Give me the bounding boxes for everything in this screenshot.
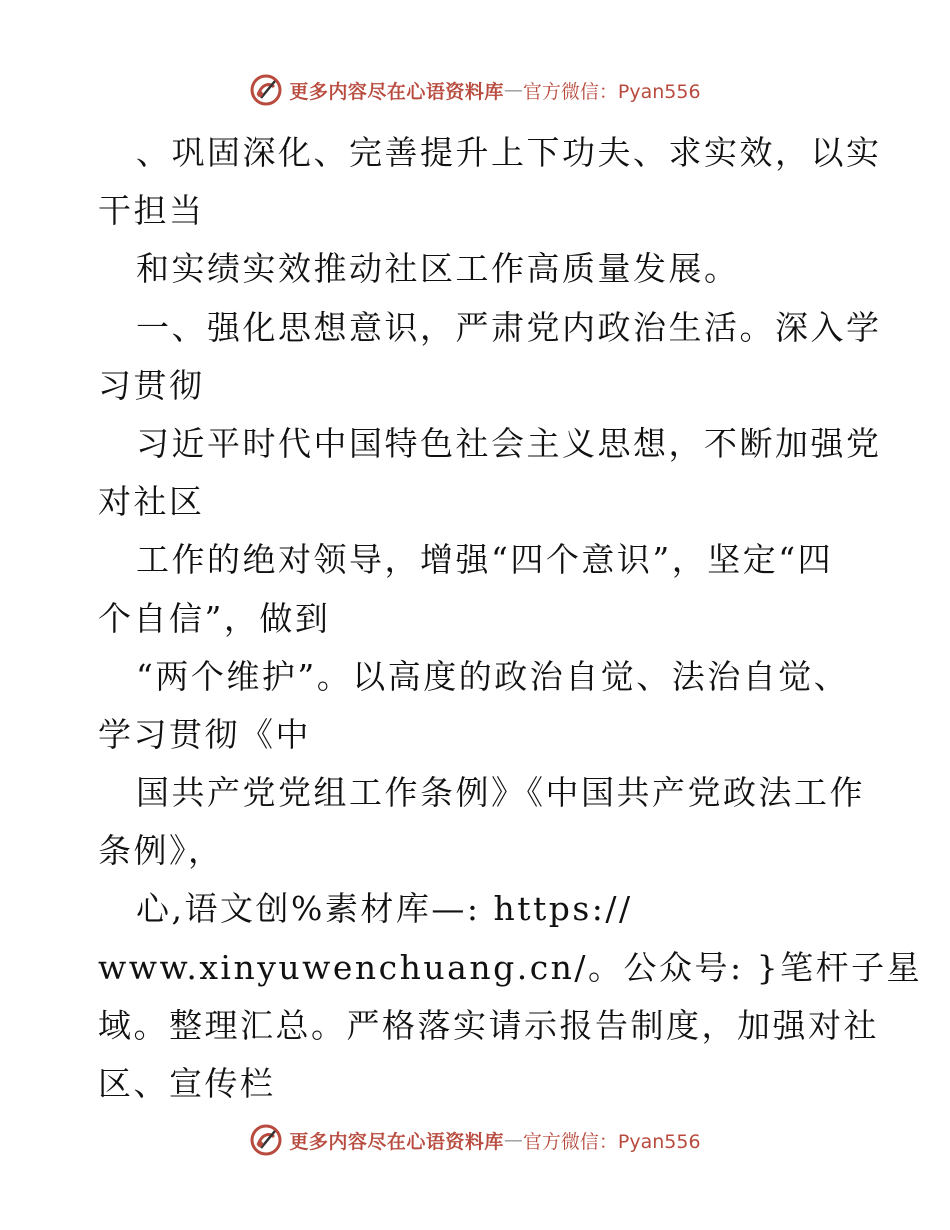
footer-banner: [0, 1120, 950, 1160]
body-line: 区、宣传栏: [98, 1064, 276, 1103]
header-separator: —: [503, 79, 523, 101]
body-line: 域。整理汇总。严格落实请示报告制度，加强对社: [98, 1005, 879, 1045]
body-line: 对社区: [98, 482, 205, 522]
body-line: 习近平时代中国特色社会主义思想，不断加强党: [136, 423, 882, 463]
body-line: 工作的绝对领导，增强“四个意识”，坚定“四: [136, 540, 834, 580]
body-line: “两个维护”。以高度的政治自觉、法治自觉、: [136, 656, 850, 696]
header-wechat-text: 官方微信：Pyan556: [522, 80, 701, 103]
footer-wechat-text: 官方微信：Pyan556: [522, 1130, 701, 1153]
body-line: 干担当: [98, 191, 205, 231]
brand-logo-icon: [249, 73, 283, 107]
body-line: 学习贯彻《中: [98, 714, 311, 754]
body-line: www.xinyuwenchuang.cn/。公众号: }笔杆子星: [98, 947, 923, 987]
header-main-text: 更多内容尽在心语资料库: [289, 80, 504, 103]
body-line: 条例》，: [98, 831, 224, 871]
footer-main-text: 更多内容尽在心语资料库: [289, 1130, 504, 1153]
body-line: 一、强化思想意识，严肃党内政治生活。深入学: [136, 307, 882, 347]
body-line: 个自信”，做到: [98, 598, 331, 638]
document-body: [98, 124, 923, 1113]
body-line: 习贯彻: [98, 365, 205, 405]
body-line: 国共产党党组工作条例》《中国共产党政法工作: [136, 773, 865, 813]
body-line: 和实绩实效推动社区工作高质量发展。: [136, 249, 740, 289]
header-banner: [0, 70, 950, 110]
brand-logo-icon: [249, 1123, 283, 1157]
body-line: 心,语文创%素材库—: https://: [136, 889, 633, 929]
footer-separator: —: [503, 1129, 523, 1151]
body-line: 、巩固深化、完善提升上下功夫、求实效，以实: [136, 133, 882, 172]
